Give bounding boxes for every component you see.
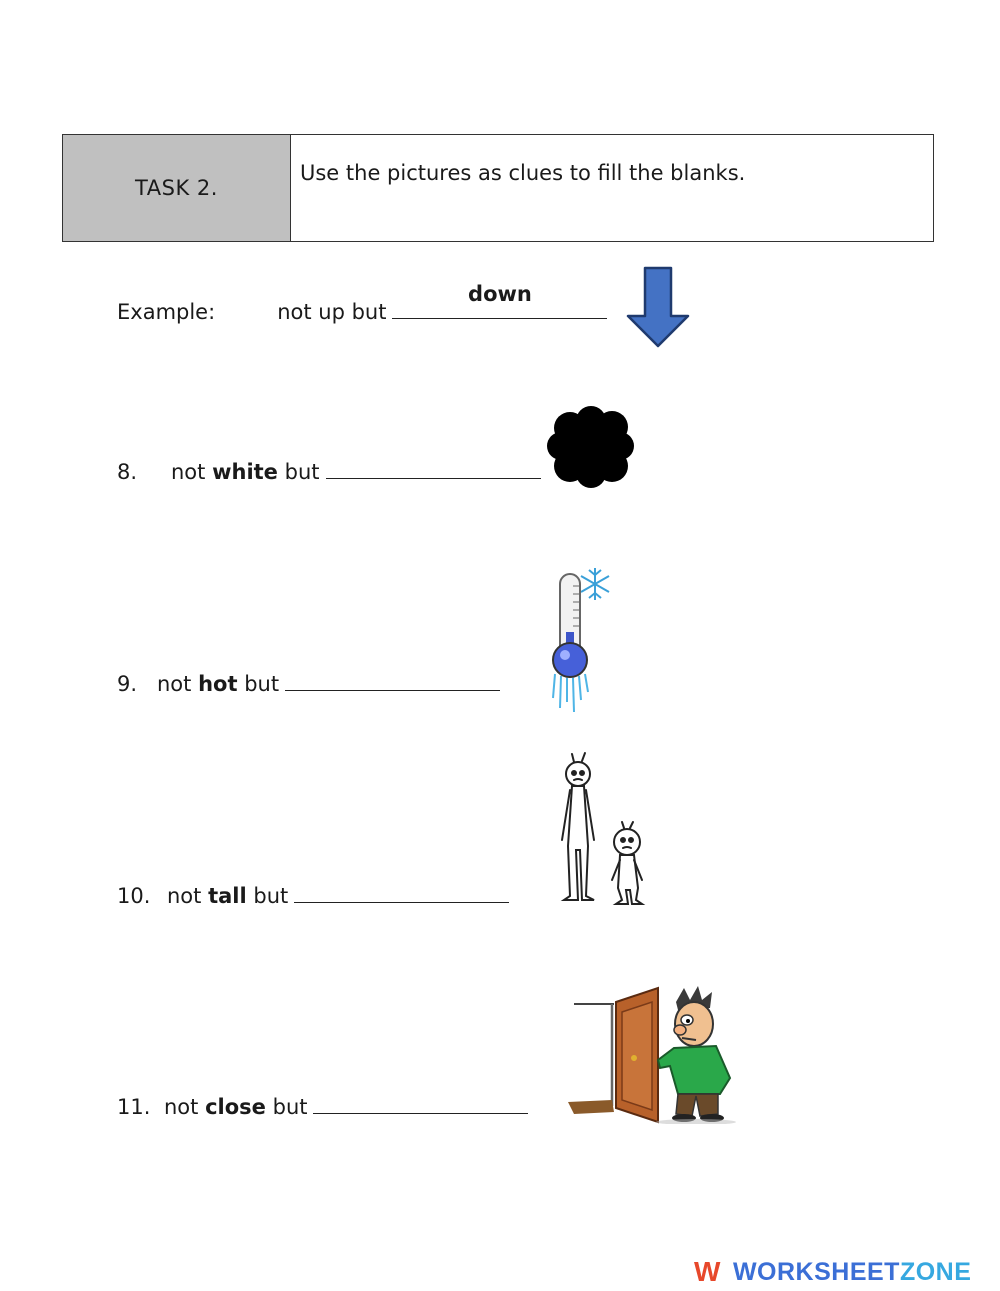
example-answer: down (468, 282, 532, 306)
task-header-table (62, 134, 934, 242)
item-11-row (117, 1095, 528, 1119)
item-8-blank[interactable] (326, 460, 541, 479)
down-arrow-icon (625, 266, 691, 348)
item-10-row (117, 884, 509, 908)
black-blob-icon (546, 406, 636, 488)
item-10-blank[interactable] (294, 884, 509, 903)
brand-text-worksheet: WORKSHEET (732, 1257, 900, 1286)
item-prefix: not (171, 460, 206, 484)
item-prefix: not (157, 672, 192, 696)
task-label: TASK 2. (63, 135, 291, 241)
cold-thermometer-icon (545, 562, 611, 714)
item-suffix: but (284, 460, 320, 484)
item-prefix: not (164, 1095, 199, 1119)
item-suffix: but (253, 884, 289, 908)
example-blank (392, 282, 607, 319)
task-instruction: Use the pictures as clues to fill the blanks. (300, 161, 746, 185)
example-prefix: not up but (277, 300, 387, 324)
item-suffix: but (272, 1095, 308, 1119)
worksheetzone-logo (694, 1256, 971, 1288)
brand-text-zone: ZONE (899, 1257, 972, 1286)
item-keyword: close (205, 1095, 266, 1119)
item-8-row (117, 460, 541, 484)
item-number: 8. (117, 460, 138, 484)
example-row (117, 282, 607, 324)
item-11-blank[interactable] (313, 1095, 528, 1114)
item-keyword: white (212, 460, 278, 484)
item-number: 9. (117, 672, 138, 696)
tall-and-short-people-icon (548, 750, 648, 910)
item-9-blank[interactable] (285, 672, 500, 691)
example-label: Example: (117, 300, 216, 324)
item-keyword: hot (198, 672, 238, 696)
man-opening-door-icon (566, 982, 746, 1124)
brand-mark-icon: W (694, 1256, 721, 1287)
item-prefix: not (167, 884, 202, 908)
item-number: 10. (117, 884, 151, 908)
item-suffix: but (244, 672, 280, 696)
item-keyword: tall (208, 884, 247, 908)
item-9-row (117, 672, 500, 696)
item-number: 11. (117, 1095, 151, 1119)
